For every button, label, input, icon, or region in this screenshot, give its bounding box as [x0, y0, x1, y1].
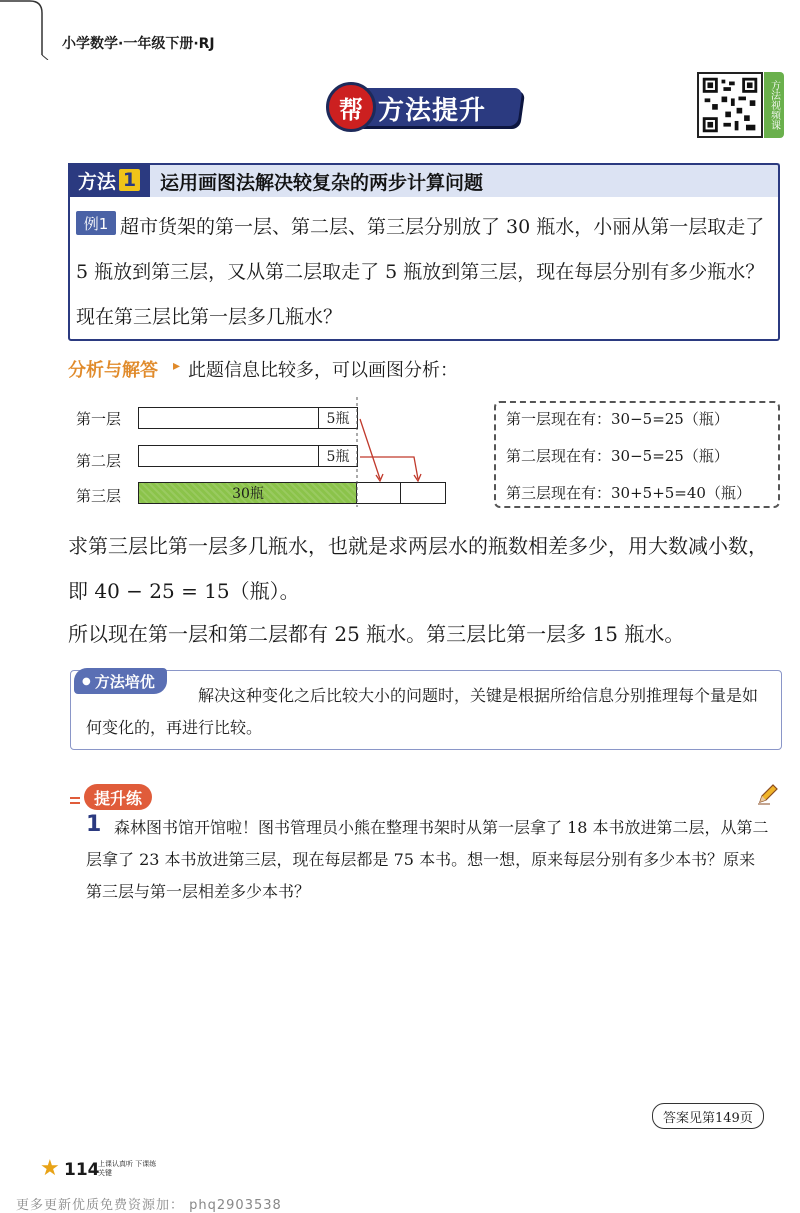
bar-third-floor: 30瓶	[138, 482, 358, 504]
star-mascot-icon: ★	[40, 1156, 60, 1181]
method-tag	[68, 163, 150, 197]
qr-code-icon[interactable]	[697, 72, 763, 138]
watermark: 更多更新优质免费资源加： phq2903538	[16, 1198, 282, 1213]
row-label-third: 第三层	[76, 487, 122, 505]
tip-tag-label: 方法培优	[94, 672, 155, 691]
footer-slogan: 上课认真听 下课练关键	[98, 1160, 157, 1177]
method-title: 运用画图法解决较复杂的两步计算问题	[160, 172, 484, 194]
result-first: 第一层现在有：30−5=25（瓶）	[506, 410, 729, 428]
qr-video-tab[interactable]: 方法视频课	[764, 72, 784, 138]
analysis-arrow-icon: ▸	[173, 358, 181, 374]
analysis-text: 此题信息比较多，可以画图分析：	[188, 360, 458, 381]
tip-text: 解决这种变化之后比较大小的问题时，关键是根据所给信息分别推理每个量是如何变化的，再进行比较。	[86, 686, 759, 737]
method-tag-label: 方法	[77, 170, 116, 193]
practice-tag: 提升练	[84, 784, 152, 810]
banner-title: 方法提升	[378, 96, 487, 126]
bar-first-tail: 5瓶	[318, 407, 357, 429]
row-label-first: 第一层	[76, 410, 122, 428]
bar-second-tail: 5瓶	[318, 445, 357, 467]
pencil-icon	[756, 782, 780, 806]
tip-dot-icon: ●	[82, 675, 91, 687]
method-number: 1	[119, 169, 140, 191]
practice-text: 森林图书馆开馆啦！图书管理员小熊在整理书架时从第一层拿了 18 本书放进第二层，从第二层拿了 23 本书放进第三层，现在每层都是 75 本书。想一想，原来每层分别有多少本书？原来第三层与第一层相差多少本书？	[86, 818, 769, 901]
banner-badge: 帮	[326, 82, 376, 132]
row-label-second: 第二层	[76, 452, 122, 470]
body-paragraph-2: 所以现在第一层和第二层都有 25 瓶水。第三层比第一层多 15 瓶水。	[68, 622, 685, 646]
page-number: 114	[64, 1160, 100, 1180]
answer-reference: 答案见第149页	[652, 1103, 764, 1129]
body-paragraph-1: 求第三层比第一层多几瓶水，也就是求两层水的瓶数相差多少，用大数减小数，即 40 − 25 = 15（瓶）。	[68, 534, 768, 603]
example-text: 超市货架的第一层、第二层、第三层分别放了 30 瓶水，小丽从第一层取走了 5 瓶放到第三层，又从第二层取走了 5 瓶放到第三层，现在每层分别有多少瓶水？现在第三层比第一层多几瓶水？	[76, 216, 765, 328]
example-tag: 例1	[76, 211, 116, 235]
practice-dash-icon	[70, 797, 80, 805]
analysis-label: 分析与解答	[68, 360, 158, 381]
diagram-arrows	[300, 395, 460, 515]
result-second: 第二层现在有：30−5=25（瓶）	[506, 447, 729, 465]
result-third: 第三层现在有：30+5+5=40（瓶）	[506, 484, 751, 502]
practice-number: 1	[86, 812, 102, 837]
book-title: 小学数学·一年级下册·RJ	[62, 36, 215, 52]
